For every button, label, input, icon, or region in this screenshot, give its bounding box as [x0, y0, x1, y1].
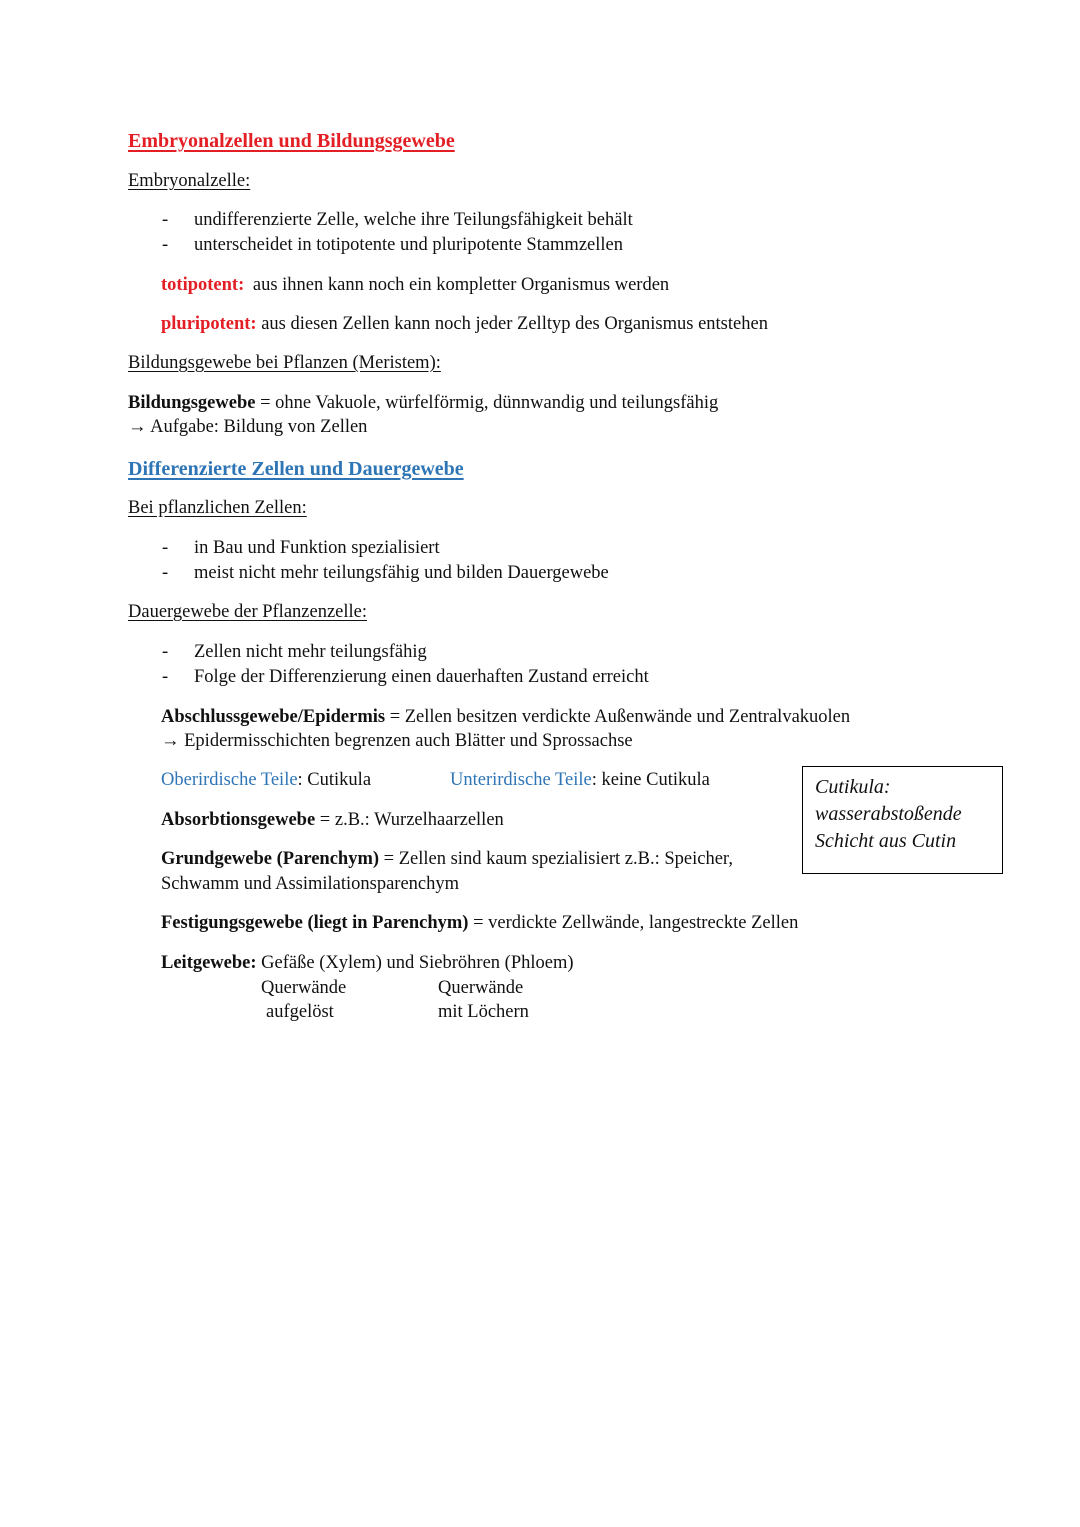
cutikula-note-box	[802, 766, 1003, 874]
definition-text: = verdickte Zellwände, langestreckte Zellen	[473, 913, 799, 933]
definition-festigungsgewebe	[161, 911, 798, 936]
label-unterirdisch: Unterirdische Teile	[450, 770, 592, 790]
list-item	[162, 665, 649, 690]
definition-pluripotent	[161, 312, 768, 337]
bullet-dash: -	[162, 667, 169, 687]
xylem-note-line2: aufgelöst	[266, 1002, 334, 1022]
oberirdische-teile	[161, 768, 371, 793]
definition-text: = Zellen besitzen verdickte Außenwände und Zentralvakuolen	[389, 707, 851, 727]
grundgewebe-line2: Schwamm und Assimilationsparenchym	[161, 874, 460, 894]
term-abschlussgewebe: Abschlussgewebe/Epidermis	[161, 707, 386, 727]
definition-totipotent	[161, 273, 669, 298]
definition-text: = Zellen sind kaum spezialisiert z.B.: Speicher,	[383, 849, 733, 869]
definition-abschlussgewebe	[161, 705, 850, 730]
phloem-note-line1: Querwände	[438, 978, 524, 998]
subheading-bildungsgewebe: Bildungsgewebe bei Pflanzen (Meristem):	[128, 353, 441, 373]
bullet-dash: -	[162, 538, 169, 558]
task-line: → Aufgabe: Bildung von Zellen	[128, 417, 368, 437]
note-line: wasserabstoßende	[815, 803, 962, 825]
xylem-note-line1: Querwände	[261, 978, 347, 998]
list-item-text: meist nicht mehr teilungsfähig und bilden Dauergewebe	[194, 563, 609, 583]
definition-text: aus diesen Zellen kann noch jeder Zelltyp des Organismus entstehen	[261, 314, 768, 334]
term-pluripotent: pluripotent:	[161, 314, 257, 334]
note-line: Schicht aus Cutin	[815, 830, 957, 852]
label-oberirdisch: Oberirdische Teile	[161, 770, 298, 790]
list-item-text: unterscheidet in totipotente und pluripotente Stammzellen	[194, 235, 623, 255]
section-title-differenzierte: Differenzierte Zellen und Dauergewebe	[128, 458, 464, 480]
term-totipotent: totipotent:	[161, 275, 245, 295]
subheading-dauergewebe: Dauergewebe der Pflanzenzelle:	[128, 602, 368, 622]
list-item	[162, 208, 633, 233]
list-item-text: Folge der Differenzierung einen dauerhaften Zustand erreicht	[194, 667, 649, 687]
value-unterirdisch: : keine Cutikula	[591, 770, 710, 790]
definition-leitgewebe	[161, 951, 574, 976]
subheading-embryonalzelle: Embryonalzelle:	[128, 171, 251, 191]
unterirdische-teile	[450, 768, 710, 793]
definition-text: = z.B.: Wurzelhaarzellen	[319, 810, 504, 830]
definition-text: = ohne Vakuole, würfelförmig, dünnwandig und teilungsfähig	[260, 393, 719, 413]
term-bildungsgewebe: Bildungsgewebe	[128, 393, 256, 413]
epidermis-line: → Epidermisschichten begrenzen auch Blätter und Sprossachse	[161, 731, 633, 751]
term-festigungsgewebe: Festigungsgewebe (liegt in Parenchym)	[161, 913, 469, 933]
bullet-dash: -	[162, 563, 169, 583]
bullet-dash: -	[162, 210, 169, 230]
bullet-dash: -	[162, 235, 169, 255]
definition-text: aus ihnen kann noch ein kompletter Organismus werden	[252, 275, 670, 295]
value-oberirdisch: : Cutikula	[297, 770, 372, 790]
term-absorbtionsgewebe: Absorbtionsgewebe	[161, 810, 316, 830]
list-item-text: in Bau und Funktion spezialisiert	[194, 538, 440, 558]
definition-text: Gefäße (Xylem) und Siebröhren (Phloem)	[261, 953, 574, 973]
list-item-text: Zellen nicht mehr teilungsfähig	[194, 642, 427, 662]
note-line: Cutikula:	[815, 776, 891, 798]
list-item	[162, 561, 609, 586]
definition-absorbtionsgewebe	[161, 808, 504, 833]
list-item	[162, 536, 440, 561]
term-leitgewebe: Leitgewebe:	[161, 953, 257, 973]
list-item	[162, 640, 427, 665]
phloem-note-line2: mit Löchern	[438, 1002, 529, 1022]
bullet-dash: -	[162, 642, 169, 662]
list-item-text: undifferenzierte Zelle, welche ihre Teilungsfähigkeit behält	[194, 210, 633, 230]
term-grundgewebe: Grundgewebe (Parenchym)	[161, 849, 380, 869]
section-title-embryonal: Embryonalzellen und Bildungsgewebe	[128, 130, 455, 152]
definition-bildungsgewebe	[128, 391, 718, 416]
definition-grundgewebe	[161, 847, 733, 872]
list-item	[162, 233, 623, 258]
subheading-pflanzliche-zellen: Bei pflanzlichen Zellen:	[128, 498, 307, 518]
